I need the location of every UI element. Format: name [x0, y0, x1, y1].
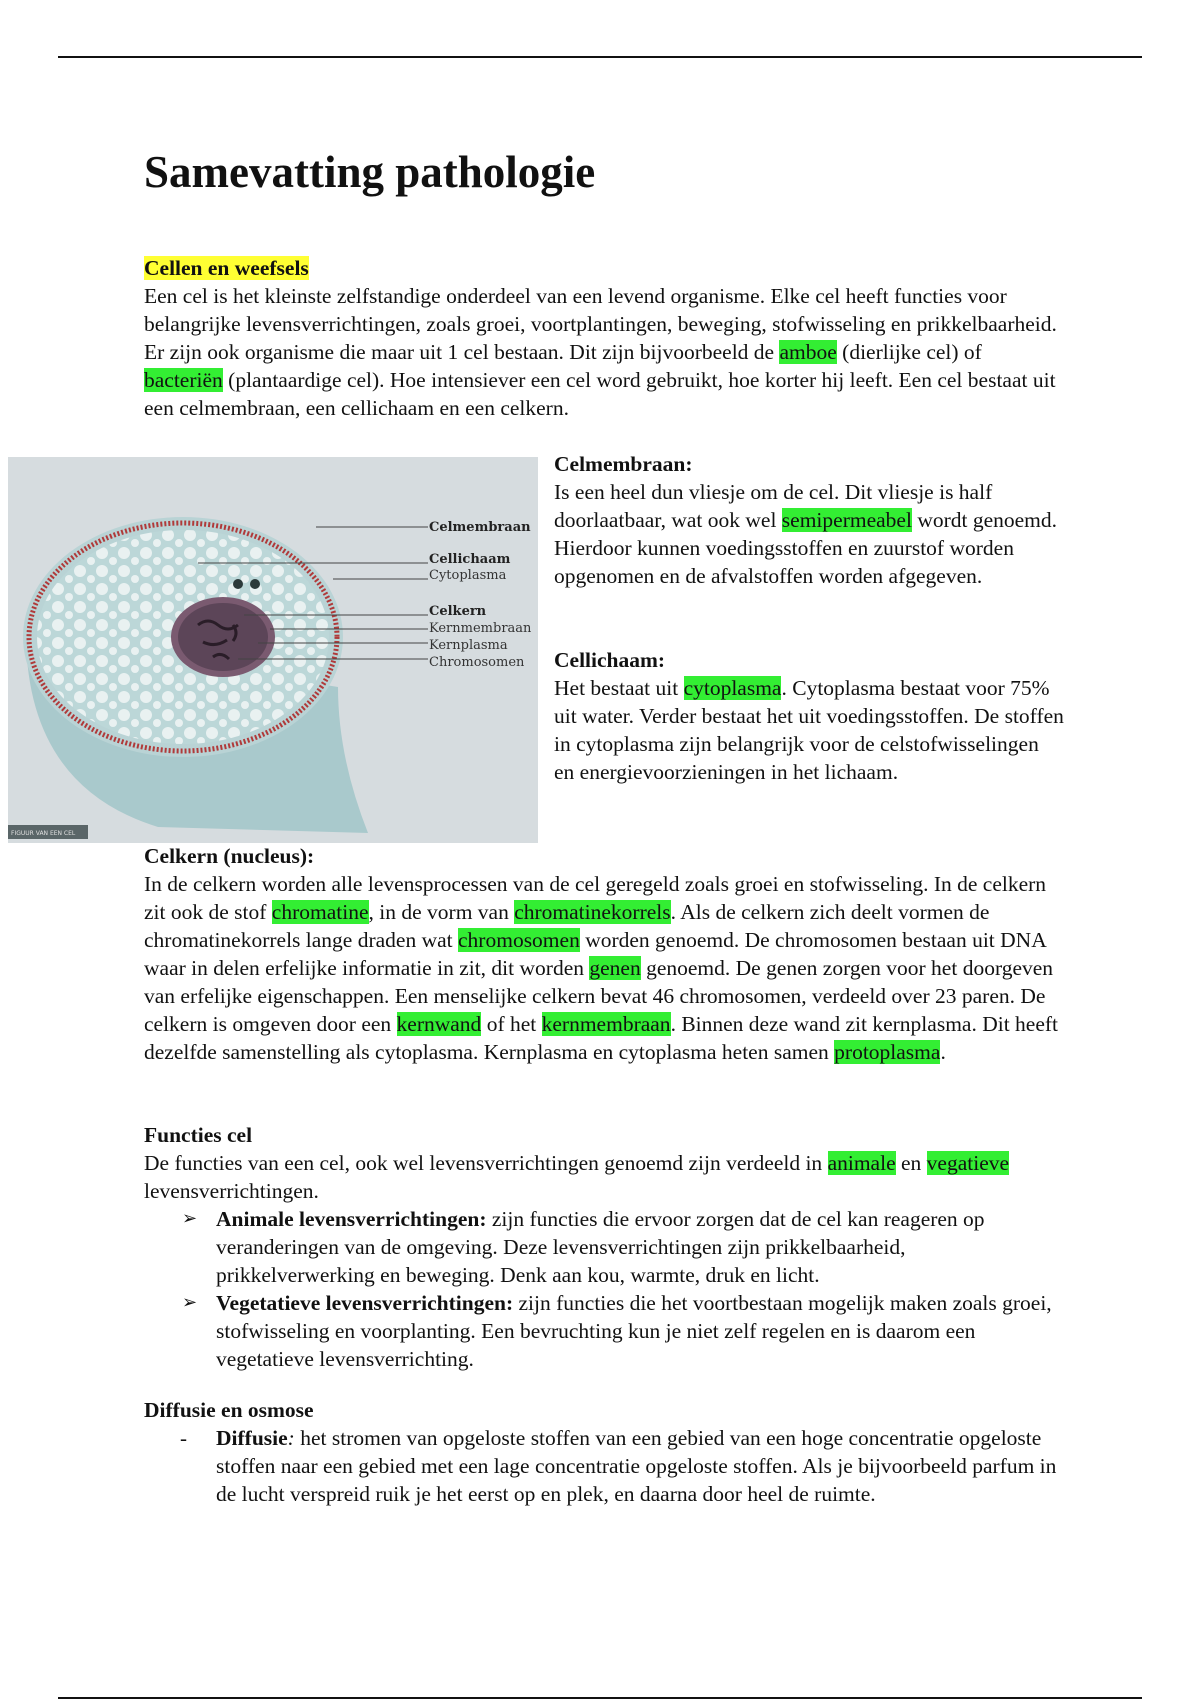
arrow-bullet-icon: ➢ — [182, 1208, 198, 1229]
heading-celmembraan: Celmembraan: — [554, 452, 693, 476]
section-diffusie — [144, 1396, 1064, 1508]
label-chromosomen: Chromosomen — [429, 655, 525, 670]
label-cellichaam: Cellichaam — [429, 552, 511, 567]
diffusie-list — [144, 1424, 1064, 1508]
label-celkern: Celkern — [429, 604, 487, 619]
label-kernmembraan: Kernmembraan — [429, 621, 532, 636]
list-item: ➢ Animale levensverrichtingen: zijn functies die ervoor zorgen dat de cel kan reageren op veranderingen van de omgeving. Deze levensverrichtingen zijn prikkelbaarheid, prikkelverwerking en beweging. Denk aan kou, warmte, druk en licht. — [182, 1207, 985, 1287]
celkern-paragraph: In de celkern worden alle levensprocessen van de cel geregeld zoals groei en stofwisseling. In de celkern zit ook de stof chromatine, in de vorm van chromatinekorrels. Als de celkern zich deelt vormen de chromatinekorrels lange draden wat chromosomen worden genoemd. De chromosomen bestaan uit DNA waar in delen erfelijke informatie in zit, dit worden genen genoemd. De genen zorgen voor het doorgeven van erfelijke eigenschappen. Een menselijke celkern bevat 46 chromosomen, verdeeld over 23 paren. De celkern is omgeven door een kernwand of het kernmembraan. Binnen deze wand zit kernplasma. Dit heeft dezelfde samenstelling als cytoplasma. Kernplasma en cytoplasma heten samen protoplasma. — [144, 872, 1059, 1064]
highlight-cytoplasma: cytoplasma — [683, 676, 782, 700]
section-cellichaam — [554, 646, 1064, 786]
arrow-bullet-icon: ➢ — [182, 1292, 198, 1313]
functies-list — [144, 1205, 1064, 1373]
highlight-protoplasma: protoplasma — [834, 1040, 941, 1064]
section-heading-cells: Cellen en weefsels — [144, 256, 309, 280]
highlight-chromatinekorrels: chromatinekorrels — [514, 900, 671, 924]
heading-diffusie: Diffusie en osmose — [144, 1398, 314, 1422]
section-functies — [144, 1121, 1064, 1373]
functies-paragraph: De functies van een cel, ook wel levensverrichtingen genoemd zijn verdeeld in animale en vegatieve levensverrichtingen. — [144, 1151, 1010, 1203]
figure-caption: FIGUUR VAN EEN CEL — [11, 830, 76, 837]
section-cells — [144, 254, 1064, 422]
cells-paragraph: Een cel is het kleinste zelfstandige onderdeel van een levend organisme. Elke cel heeft functies voor belangrijke levensverrichtingen, zoals groei, voortplantingen, beweging, stofwisseling en prikkelbaarheid. Er zijn ook organisme die maar uit 1 cel bestaan. Dit zijn bijvoorbeeld de amboe (dierlijke cel) of bacteriën (plantaardige cel). Hoe intensiever een cel word gebruikt, hoe korter hij leeft. Een cel bestaat uit een celmembraan, een cellichaam en een celkern. — [144, 284, 1057, 420]
section-celmembraan — [554, 450, 1064, 590]
list-item: - Diffusie: het stromen van opgeloste stoffen van een gebied van een hoge concentratie opgeloste stoffen naar een gebied met een lage concentratie opgeloste stoffen. Als je bijvoorbeeld parfum in de lucht verspreid ruik je het eerst op en plek, en daarna door heel de ruimte. — [180, 1426, 1057, 1506]
highlight-kernmembraan: kernmembraan — [541, 1012, 671, 1036]
section-celkern — [144, 842, 1064, 1066]
celmembraan-paragraph: Is een heel dun vliesje om de cel. Dit vliesje is half doorlaatbaar, wat ook wel semipermeabel wordt genoemd. Hierdoor kunnen voedingsstoffen en zuurstof worden opgenomen en de afvalstoffen worden afgegeven. — [554, 480, 1058, 588]
organelle-dot — [233, 579, 243, 589]
highlight-chromatine: chromatine — [271, 900, 369, 924]
highlight-bacterien: bacteriën — [144, 368, 223, 392]
label-kernplasma: Kernplasma — [429, 638, 508, 653]
organelle-dot — [250, 579, 260, 589]
heading-celkern: Celkern (nucleus): — [144, 844, 315, 868]
top-rule — [58, 56, 1142, 58]
highlight-semipermeabel: semipermeabel — [781, 508, 912, 532]
highlight-vegatieve: vegatieve — [926, 1151, 1010, 1175]
heading-functies: Functies cel — [144, 1123, 253, 1147]
dash-bullet: - — [180, 1426, 187, 1450]
label-cytoplasma: Cytoplasma — [429, 568, 507, 583]
page-title: Samevatting pathologie — [144, 147, 596, 197]
highlight-amboe: amboe — [779, 340, 837, 364]
cell-diagram — [8, 457, 538, 843]
heading-cellichaam: Cellichaam: — [554, 648, 666, 672]
bottom-rule — [58, 1697, 1142, 1699]
cell-diagram-image — [8, 457, 538, 843]
highlight-kernwand: kernwand — [396, 1012, 482, 1036]
label-celmembraan: Celmembraan — [429, 520, 531, 535]
highlight-genen: genen — [589, 956, 641, 980]
nucleus-plasma — [178, 603, 268, 671]
cellichaam-paragraph: Het bestaat uit cytoplasma. Cytoplasma bestaat voor 75% uit water. Verder bestaat het uit voedingsstoffen. De stoffen in cytoplasma zijn belangrijk voor de celstofwisselingen en energievoorzieningen in het lichaam. — [554, 676, 1064, 784]
highlight-chromosomen: chromosomen — [458, 928, 580, 952]
list-item: ➢ Vegetatieve levensverrichtingen: zijn functies die het voortbestaan mogelijk maken zoals groei, stofwisseling en voorplanting. Een bevruchting kun je niet zelf regelen en is daarom een vegetatieve levensverrichting. — [182, 1291, 1052, 1371]
highlight-animale: animale — [827, 1151, 896, 1175]
